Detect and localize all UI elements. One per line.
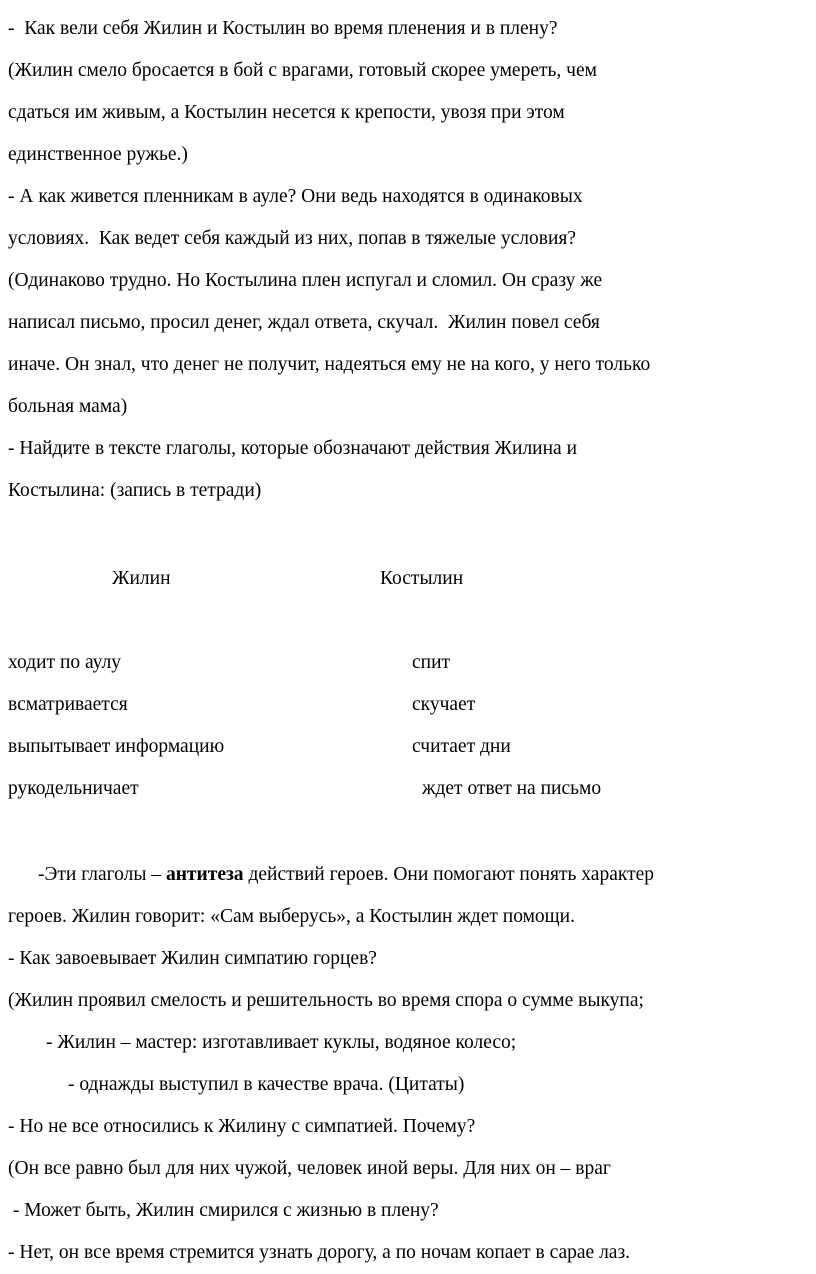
paragraph-line: написал письмо, просил денег, ждал ответа, скучал. Жилин повел себя (8, 312, 600, 333)
table-row (8, 684, 804, 726)
verb-kostylin: считает дни (412, 736, 511, 757)
paragraph-line: - Как завоевывает Жилин симпатию горцев? (8, 948, 377, 969)
paragraph-line: (Жилин смело бросается в бой с врагами, готовый скорее умереть, чем (8, 60, 597, 81)
verb-kostylin: скучает (412, 694, 476, 715)
verb-zhilin: всматривается (8, 694, 128, 715)
paragraph-line: сдаться им живым, а Костылин несется к крепости, увозя при этом (8, 102, 565, 123)
paragraph-line: - Может быть, Жилин смирился с жизнью в плену? (8, 1200, 439, 1221)
table-row (8, 726, 804, 768)
paragraph-line: - однажды выступил в качестве врача. (Цитаты) (68, 1074, 465, 1095)
paragraph-line: - Как вели себя Жилин и Костылин во время пленения и в плену? (8, 18, 558, 39)
paragraph-line: условиях. Как ведет себя каждый из них, попав в тяжелые условия? (8, 228, 577, 249)
paragraph-line: - Но не все относились к Жилину с симпатией. Почему? (8, 1116, 476, 1137)
antiteza-term: антитеза (165, 864, 244, 885)
verb-zhilin: рукодельничает (8, 778, 139, 799)
paragraph-line: больная мама) (8, 396, 128, 417)
verb-zhilin: ходит по аулу (8, 652, 122, 673)
table-row (8, 768, 804, 810)
paragraph-line: (Одинаково трудно. Но Костылина плен испугал и сломил. Он сразу же (8, 270, 603, 291)
table-row (8, 642, 804, 684)
bottom-paragraphs-block (8, 896, 804, 1274)
paragraph-line: (Он все равно был для них чужой, человек иной веры. Для них он – враг (8, 1158, 611, 1179)
paragraph-line: - Нет, он все время стремится узнать дорогу, а по ночам копает в сарае лаз. (8, 1242, 631, 1263)
paragraph-line: - Найдите в тексте глаголы, которые обозначают действия Жилина и (8, 438, 578, 459)
verb-zhilin: выпытывает информацию (8, 736, 225, 757)
column-header-zhilin: Жилин (112, 568, 171, 589)
verb-kostylin: ждет ответ на письмо (422, 778, 602, 799)
paragraph-line: - Жилин – мастер: изготавливает куклы, водяное колесо; (46, 1032, 517, 1053)
section-gap (8, 810, 804, 854)
antiteza-line (8, 854, 804, 896)
paragraph-line: единственное ружье.) (8, 144, 188, 165)
verbs-table (8, 642, 804, 810)
column-header-kostylin: Костылин (380, 568, 464, 589)
paragraph-line: - А как живется пленникам в ауле? Они ведь находятся в одинаковых (8, 186, 583, 207)
verb-kostylin: спит (412, 652, 451, 673)
table-gap (8, 600, 804, 642)
top-paragraphs-block (8, 8, 804, 512)
paragraph-line: (Жилин проявил смелость и решительность во время спора о сумме выкупа; (8, 990, 644, 1011)
antiteza-prefix: -Эти глаголы – (38, 864, 166, 885)
antiteza-suffix: действий героев. Они помогают понять характер (243, 864, 654, 885)
paragraph-line: иначе. Он знал, что денег не получит, надеяться ему не на кого, у него только (8, 354, 651, 375)
paragraph-line: героев. Жилин говорит: «Сам выберусь», а Костылин ждет помощи. (8, 906, 575, 927)
character-columns-header (8, 558, 804, 600)
paragraph-line: Костылина: (запись в тетради) (8, 480, 262, 501)
